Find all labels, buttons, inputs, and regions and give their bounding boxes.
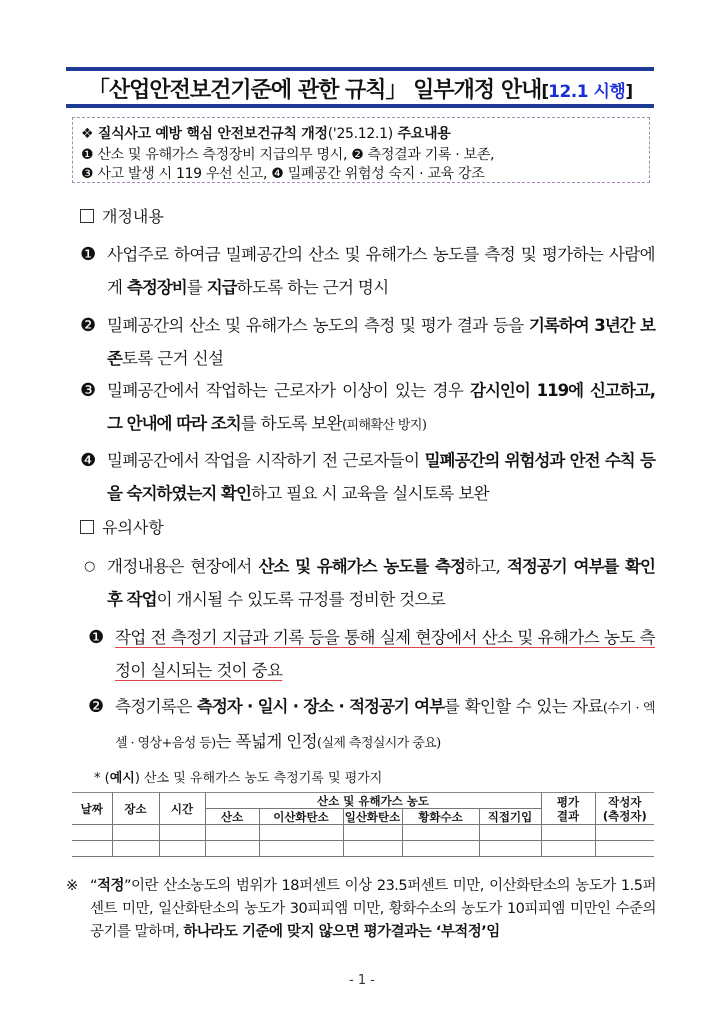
section-revision: 개정내용 — [80, 204, 164, 227]
notes-item-1: ❶ 작업 전 측정기 지급과 기록 등을 통해 실제 현장에서 산소 및 유해가스 농도 측정이 실시되는 것이 중요 — [88, 621, 655, 687]
reference-mark-icon: ※ — [66, 878, 78, 894]
revision-item-4: ❹ 밀폐공간에서 작업을 시작하기 전 근로자들이 밀폐공간의 위험성과 안전 수칙 등을 숙지하였는지 확인하고 필요 시 교육을 실시토록 보완 — [80, 444, 655, 510]
circled-number-2-icon: ❷ — [88, 696, 104, 717]
header-co: 일산화탄소 — [344, 809, 401, 824]
header-h2s: 황화수소 — [402, 809, 479, 825]
checkbox-square-icon — [80, 209, 94, 223]
header-time: 시간 — [159, 793, 205, 825]
header-manual-entry: 직접기입 — [479, 809, 541, 825]
header-co2: 이산화탄소 — [259, 809, 343, 825]
summary-line-2: ❸ 사고 발생 시 119 우선 신고, ❹ 밀폐공간 위험성 숙지 · 교육 강조 — [81, 166, 485, 182]
revision-item-3: ❸ 밀폐공간에서 작업하는 근로자가 이상이 있는 경우 감시인이 119에 신고하고, 그 안내에 따라 조치를 하도록 보완(피해확산 방지) — [80, 374, 655, 440]
summary-heading: ❖ 질식사고 예방 핵심 안전보건규칙 개정('25.12.1) 주요내용 — [81, 126, 451, 142]
diamond-bullet-icon: ❖ — [81, 126, 94, 142]
header-result: 평가 결과 — [541, 793, 595, 825]
title-top-rule — [66, 67, 654, 71]
table-row — [72, 841, 654, 857]
title-main: 「산업안전보건기준에 관한 규칙」 일부개정 안내 — [87, 78, 542, 103]
summary-box — [72, 117, 650, 183]
revision-item-2: ❷ 밀폐공간의 산소 및 유해가스 농도의 측정 및 평가 결과 등을 기록하여 3년간 보존토록 근거 신설 — [80, 309, 655, 375]
example-caption: * (예시) 산소 및 유해가스 농도 측정기록 및 평가지 — [94, 771, 383, 786]
circled-number-1-icon: ❶ — [80, 244, 96, 265]
circled-number-4-icon: ❹ — [80, 450, 96, 471]
header-date: 날짜 — [72, 793, 112, 825]
measurement-record-table — [72, 792, 654, 857]
notes-intro: ○ 개정내용은 현장에서 산소 및 유해가스 농도를 측정하고, 적정공기 여부를 확인 후 작업이 개시될 수 있도록 규정를 정비한 것으로 — [80, 550, 655, 616]
effective-date: 12.1 시행 — [548, 82, 626, 102]
page-title: 「산업안전보건기준에 관한 규칙」 일부개정 안내[12.1 시행] — [87, 78, 633, 103]
header-author: 작성자 (측정자) — [595, 793, 654, 825]
circled-number-3-icon: ❸ — [80, 380, 96, 401]
section-notes: 유의사항 — [80, 515, 164, 538]
checkbox-square-icon — [80, 520, 94, 534]
header-oxygen: 산소 — [205, 809, 259, 825]
header-gas-group: 산소 및 유해가스 농도 — [205, 793, 541, 809]
revision-item-1: ❶ 사업주로 하여금 밀폐공간의 산소 및 유해가스 농도를 측정 및 평가하는 사람에게 측정장비를 지급하도록 하는 근거 명시 — [80, 238, 655, 304]
circled-number-2-icon: ❷ — [80, 315, 96, 336]
circle-bullet-icon: ○ — [84, 559, 95, 574]
header-place: 장소 — [112, 793, 159, 825]
summary-line-1: ❶ 산소 및 유해가스 측정장비 지급의무 명시, ❷ 측정결과 기록 · 보존, — [81, 147, 495, 163]
page-number: - 1 - — [349, 973, 375, 988]
notes-item-2: ❷ 측정기록은 측정자 · 일시 · 장소 · 적정공기 여부를 확인할 수 있는 자료(수기 · 엑셀 · 영상+음성 등)는 폭넓게 인정(실제 측정실시가 중요) — [88, 690, 655, 756]
title-bottom-rule — [66, 104, 654, 108]
circled-number-1-icon: ❶ — [88, 627, 104, 648]
table-row — [72, 825, 654, 841]
